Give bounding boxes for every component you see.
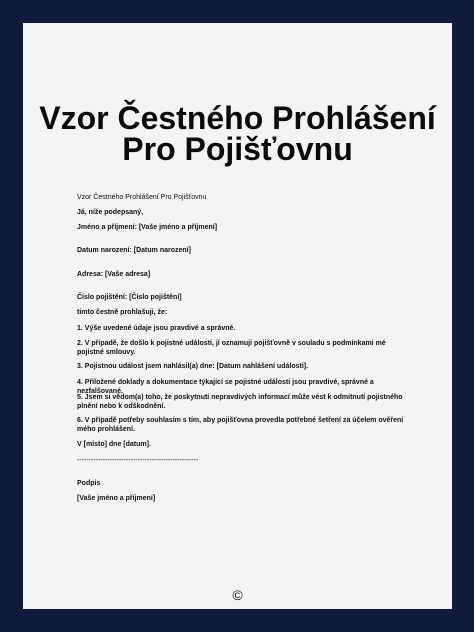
signature-label: Podpis — [77, 480, 101, 487]
doc-heading: Vzor Čestného Prohlášení Pro Pojišťovnu — [77, 194, 207, 201]
item-2: 2. V případě, že došlo k pojistné události, jí oznamuji pojišťovně v souladu s podmínkami mé pojistné smlouvy. — [77, 340, 386, 356]
signature-name: [Vaše jméno a příjmení] — [77, 495, 156, 502]
copyright-icon: © — [232, 587, 243, 603]
address-line: Adresa: [Vaše adresa] — [77, 271, 151, 278]
document-page — [23, 23, 452, 609]
intro-line: Já, níže podepsaný, — [77, 209, 144, 216]
item-1: 1. Výše uvedené údaje jsou pravdivé a správné. — [77, 325, 236, 332]
place-date-line: V [místo] dne [datum]. — [77, 441, 151, 448]
item-4: 4. Přiložené doklady a dokumentace týkající se pojistné události jsou pravdivé, správné a nezfalšované. — [77, 379, 374, 395]
item-5: 5. Jsem si vědom(a) toho, že poskytnutí nepravdivých informací může vést k odmítnutí pojistného plnění nebo k odškodnění. — [77, 394, 403, 410]
item-6: 6. V případě potřeby souhlasím s tím, aby pojišťovna provedla potřebné šetření za účelem ověření mého prohlášení. — [77, 417, 404, 433]
title-line-2: Pro Pojišťovnu — [122, 131, 353, 167]
signature-line: ---------------------------------------------------- — [77, 457, 199, 464]
declare-line: timto čestně prohlašuji, že: — [77, 309, 168, 316]
item-3: 3. Pojistnou událost jsem nahlásil(a) dne: [Datum nahlášení události]. — [77, 363, 309, 370]
name-line: Jméno a příjmení: [Vaše jméno a příjmení] — [77, 224, 218, 231]
page-title — [23, 100, 452, 167]
policy-line: Číslo pojištění: [Číslo pojištění] — [77, 294, 182, 301]
title-line-1: Vzor Čestného Prohlášení — [39, 100, 436, 136]
dob-line: Datum narození: [Datum narození] — [77, 247, 191, 254]
